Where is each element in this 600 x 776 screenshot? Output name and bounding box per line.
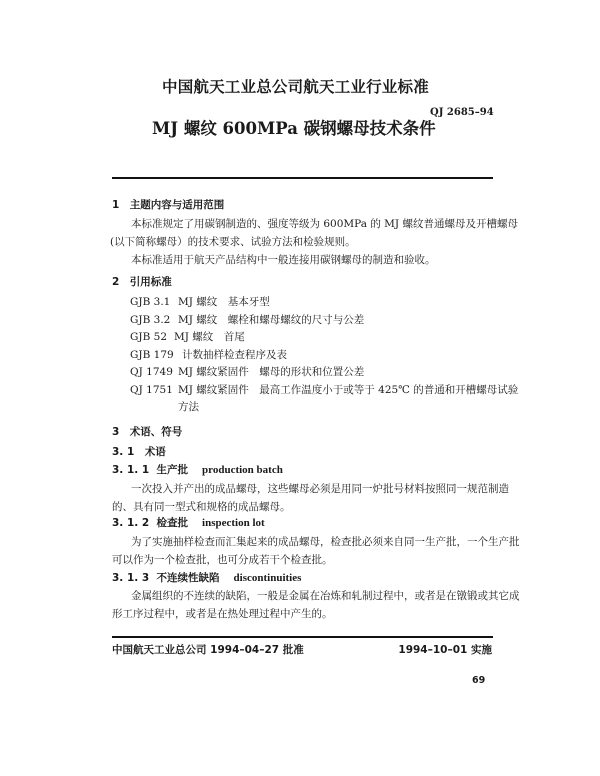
reference-code: GJB 3.2 — [130, 314, 171, 326]
standard-code: QJ 2685–94 — [430, 107, 494, 118]
term-heading — [112, 465, 283, 476]
term-number: 3. 1. 3 — [112, 572, 150, 584]
page-number: 69 — [472, 675, 486, 686]
paragraph-line: 可以作为一个检查批，也可分成若干个检查批。 — [112, 554, 333, 566]
reference-title: MJ 螺纹 首尾 — [174, 331, 245, 343]
effective-date: 1994–10–01 实施 — [398, 644, 492, 656]
reference-code: GJB 3.1 — [130, 296, 171, 308]
reference-code: QJ 1751 — [130, 384, 173, 396]
term-number: 3. 1. 2 — [112, 517, 150, 529]
paragraph-line: 一次投入并产出的成品螺母，这些螺母必须是用同一炉批号材料按照同一规范制造 — [131, 483, 509, 495]
reference-item — [130, 315, 364, 326]
top-divider — [112, 177, 493, 179]
reference-item — [130, 367, 364, 378]
reference-title: MJ 螺纹紧固件 螺母的形状和位置公差 — [178, 366, 365, 378]
term-heading — [112, 573, 301, 584]
paragraph-line: 形工序过程中，或者是在热处理过程中产生的。 — [112, 608, 333, 620]
reference-code: QJ 1749 — [130, 366, 173, 378]
reference-item — [130, 385, 518, 396]
section-3-1-heading: 3. 1 术语 — [112, 446, 166, 458]
paragraph-line: 本标准规定了用碳钢制造的、强度等级为 600MPa 的 MJ 螺纹普通螺母及开槽螺母 — [131, 218, 518, 230]
paragraph-line: 本标准适用于航天产品结构中一般连接用碳钢螺母的制造和验收。 — [131, 254, 436, 266]
reference-item — [130, 297, 270, 308]
issuing-authority-header: 中国航天工业总公司航天工业行业标准 — [162, 78, 429, 96]
reference-title: MJ 螺纹 基本牙型 — [178, 296, 270, 308]
reference-item — [130, 350, 287, 361]
paragraph-line: 的、具有同一型式和规格的成品螺母。 — [112, 501, 291, 513]
paragraph-line: 金属组织的不连续的缺陷，一般是金属在冶炼和轧制过程中，或者是在镦锻或其它成 — [131, 590, 520, 602]
section-3-heading: 3 术语、符号 — [112, 426, 183, 438]
document-title: MJ 螺纹 600MPa 碳钢螺母技术条件 — [152, 119, 436, 138]
reference-title: MJ 螺纹紧固件 最高工作温度小于或等于 425℃ 的普通和开槽螺母试验 — [178, 384, 519, 396]
term-number: 3. 1. 1 — [112, 464, 150, 476]
section-1-heading: 1 主题内容与适用范围 — [112, 199, 225, 211]
reference-code: GJB 52 — [130, 331, 168, 343]
term-chinese: 生产批 — [156, 464, 189, 476]
section-2-heading: 2 引用标准 — [112, 276, 172, 288]
term-chinese: 检查批 — [156, 517, 189, 529]
reference-title: 计数抽样检查程序及表 — [182, 349, 287, 361]
term-heading — [112, 518, 265, 529]
term-english: production batch — [202, 464, 283, 476]
bottom-divider — [112, 636, 493, 638]
reference-item — [130, 332, 245, 343]
term-chinese: 不连续性缺陷 — [156, 572, 220, 584]
reference-title: MJ 螺纹 螺栓和螺母螺纹的尺寸与公差 — [178, 314, 365, 326]
reference-code: GJB 179 — [130, 349, 174, 361]
term-english: discontinuities — [233, 572, 302, 584]
approval-date: 中国航天工业总公司 1994–04–27 批准 — [112, 644, 304, 656]
paragraph-line: (以下简称螺母）的技术要求、试验方法和检验规则。 — [110, 236, 356, 248]
reference-continuation: 方法 — [178, 401, 199, 413]
paragraph-line: 为了实施抽样检查而汇集起来的成品螺母，检查批必须来自同一生产批，一个生产批 — [131, 536, 520, 548]
term-english: inspection lot — [202, 517, 265, 529]
